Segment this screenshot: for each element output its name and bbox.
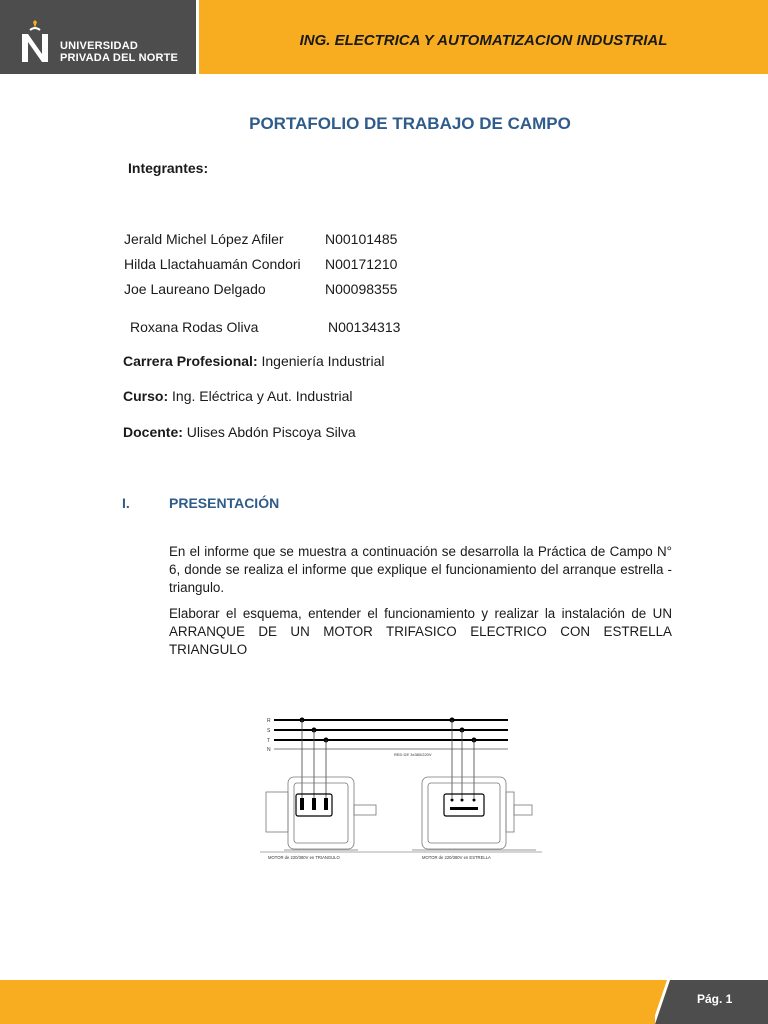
line-label-s: S <box>267 728 271 734</box>
member-row <box>130 319 401 335</box>
integrantes-label: Integrantes: <box>128 160 209 176</box>
member-id: N00098355 <box>325 281 398 297</box>
upn-n-logo-icon <box>20 20 50 64</box>
star-delta-wiring-diagram <box>256 710 546 870</box>
member-name: Jerald Michel López Afiler <box>124 231 284 247</box>
member-row <box>124 281 398 297</box>
docente-value: Ulises Abdón Piscoya Silva <box>186 424 356 440</box>
section-paragraph: Elaborar el esquema, entender el funcionamiento y realizar la instalación de UN ARRANQUE DE UN MOTOR TRIFASICO ELECTRICO CON ESTRELLA TRIANGULO <box>169 606 672 657</box>
member-name: Joe Laureano Delgado <box>124 281 266 297</box>
page-number: Pág. 1 <box>697 992 733 1006</box>
member-id: N00171210 <box>325 256 398 272</box>
document-title: PORTAFOLIO DE TRABAJO DE CAMPO <box>249 114 571 133</box>
motor-right-caption: MOTOR de 220/380V en ESTRELLA <box>422 855 491 860</box>
university-name <box>60 40 178 64</box>
motor-delta <box>266 777 376 850</box>
curso-label: Curso: <box>123 388 169 404</box>
line-label-r: R <box>267 718 271 724</box>
member-id: N00101485 <box>325 231 398 247</box>
section-paragraph: En el informe que se muestra a continuación se desarrolla la Práctica de Campo N° 6, donde se realiza el informe que explique el funcionamiento del arranque estrella - triangulo. <box>169 544 672 595</box>
curso-field <box>123 388 353 404</box>
university-name-line1: UNIVERSIDAD <box>60 40 138 52</box>
page-footer <box>0 980 768 1024</box>
network-label: RED DE 3x380/220V <box>394 752 432 757</box>
docente-field <box>123 424 356 440</box>
curso-value: Ing. Eléctrica y Aut. Industrial <box>172 388 353 404</box>
university-name-line2: PRIVADA DEL NORTE <box>60 52 179 64</box>
line-label-t: T <box>267 738 271 744</box>
line-label-n: N <box>267 747 271 753</box>
carrera-label: Carrera Profesional: <box>123 353 258 369</box>
header-course-title: ING. ELECTRICA Y AUTOMATIZACION INDUSTRIAL <box>299 32 668 49</box>
docente-label: Docente: <box>123 424 183 440</box>
motor-left-caption: MOTOR de 220/380V en TRIANGULO <box>268 855 340 860</box>
member-row <box>124 256 398 272</box>
member-name: Hilda Llactahuamán Condori <box>124 256 301 272</box>
member-id: N00134313 <box>328 319 401 335</box>
section-number: I. <box>122 495 130 511</box>
carrera-field <box>123 353 384 369</box>
member-row <box>124 231 398 247</box>
university-logo <box>0 0 196 74</box>
member-name: Roxana Rodas Oliva <box>130 319 259 335</box>
carrera-value: Ingeniería Industrial <box>261 353 385 369</box>
section-title: PRESENTACIÓN <box>169 495 280 511</box>
